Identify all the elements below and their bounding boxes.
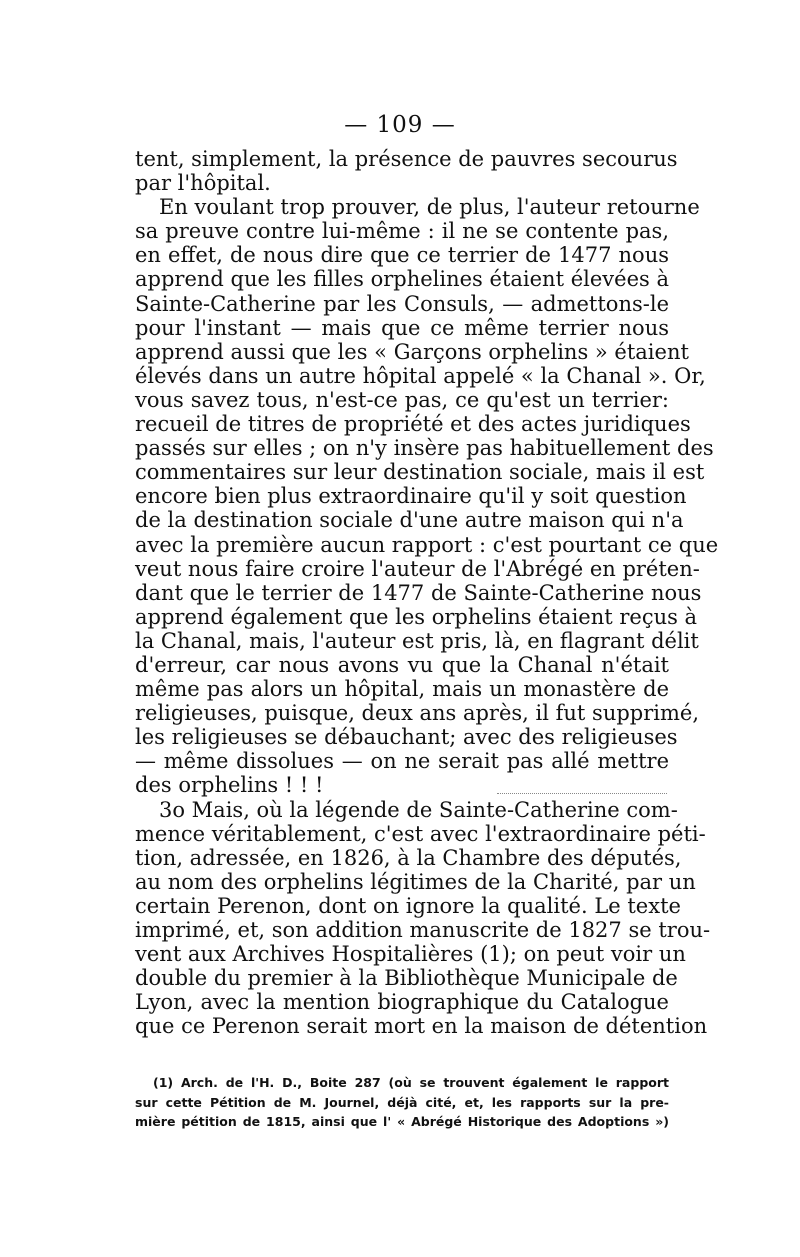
dotted-separator: [497, 793, 667, 794]
footnote-line: (1) Arch. de l'H. D., Boite 287 (où se trouvent également le rapport: [153, 1075, 669, 1090]
text-line: avec la première aucun rapport : c'est pourtant ce que: [135, 532, 719, 557]
text-line: au nom des orphelins légitimes de la Charité, par un: [135, 869, 696, 894]
page-number: — 109 —: [344, 112, 456, 138]
text-line: pour l'instant — mais que ce même terrier nous: [135, 315, 669, 340]
text-line: recueil de titres de propriété et des actes juridiques: [135, 412, 691, 437]
text-line: de la destination sociale d'une autre maison qui n'a: [135, 508, 684, 533]
text-line: vous savez tous, n'est-ce pas, ce qu'est un terrier:: [135, 387, 669, 412]
footnotes: [135, 1073, 669, 1132]
body-text: [135, 147, 719, 1039]
text-line: commentaires sur leur destination sociale, mais il est: [135, 460, 705, 485]
text-line: que ce Perenon serait mort en la maison de détention: [135, 1014, 708, 1039]
text-line: passés sur elles ; on n'y insère pas habituellement des: [135, 436, 714, 461]
text-line: d'erreur, car nous avons vu que la Chanal n'était: [135, 652, 669, 677]
text-line: Lyon, avec la mention biographique du Catalogue: [135, 990, 669, 1015]
text-line: Sainte-Catherine par les Consuls, — admettons-le: [135, 291, 669, 316]
text-line: les religieuses se débauchant; avec des religieuses: [135, 725, 678, 750]
text-line: mence véritablement, c'est avec l'extraordinaire péti-: [135, 821, 706, 846]
text-line: veut nous faire croire l'auteur de l'Abrégé en préten-: [135, 556, 700, 581]
text-line: imprimé, et, son addition manuscrite de 1827 se trou-: [135, 918, 711, 942]
text-line: des orphelins ! ! !: [135, 773, 324, 798]
text-line: certain Perenon, dont on ignore la qualité. Le texte: [135, 893, 681, 918]
text-line: encore bien plus extraordinaire qu'il y soit question: [135, 484, 687, 509]
text-line: même pas alors un hôpital, mais un monastère de: [135, 677, 669, 702]
text-line: tent, simplement, la présence de pauvres secourus: [135, 147, 678, 171]
footnote-line: sur cette Pétition de M. Journel, déjà cité, et, les rapports sur la pre-: [135, 1094, 669, 1110]
text-line: la Chanal, mais, l'auteur est pris, là, en flagrant délit: [135, 628, 699, 653]
text-line: religieuses, puisque, deux ans après, il fut supprimé,: [135, 701, 699, 726]
text-line: par l'hôpital.: [135, 171, 271, 196]
text-line: 3o Mais, où la légende de Sainte-Catherine com-: [159, 797, 678, 822]
text-line: dant que le terrier de 1477 de Sainte-Catherine nous: [135, 580, 702, 605]
text-line: — même dissolues — on ne serait pas allé mettre: [135, 749, 669, 774]
text-line: double du premier à la Bibliothèque Municipale de: [135, 966, 678, 991]
text-line: apprend que les filles orphelines étaient élevées à: [135, 267, 669, 292]
text-line: vent aux Archives Hospitalières (1); on peut voir un: [135, 942, 686, 967]
text-line: En voulant trop prouver, de plus, l'auteur retourne: [159, 195, 700, 220]
text-line: élevés dans un autre hôpital appelé « la Chanal ». Or,: [135, 363, 706, 388]
text-line: tion, adressée, en 1826, à la Chambre des députés,: [135, 845, 682, 870]
text-line: apprend également que les orphelins étaient reçus à: [135, 604, 698, 629]
text-line: apprend aussi que les « Garçons orphelins » étaient: [135, 339, 689, 364]
text-line: en effet, de nous dire que ce terrier de 1477 nous: [135, 243, 669, 268]
footnote-line: mière pétition de 1815, ainsi que l' « Abrégé Historique des Adoptions »): [135, 1114, 669, 1129]
text-line: sa preuve contre lui-même : il ne se contente pas,: [135, 219, 669, 244]
